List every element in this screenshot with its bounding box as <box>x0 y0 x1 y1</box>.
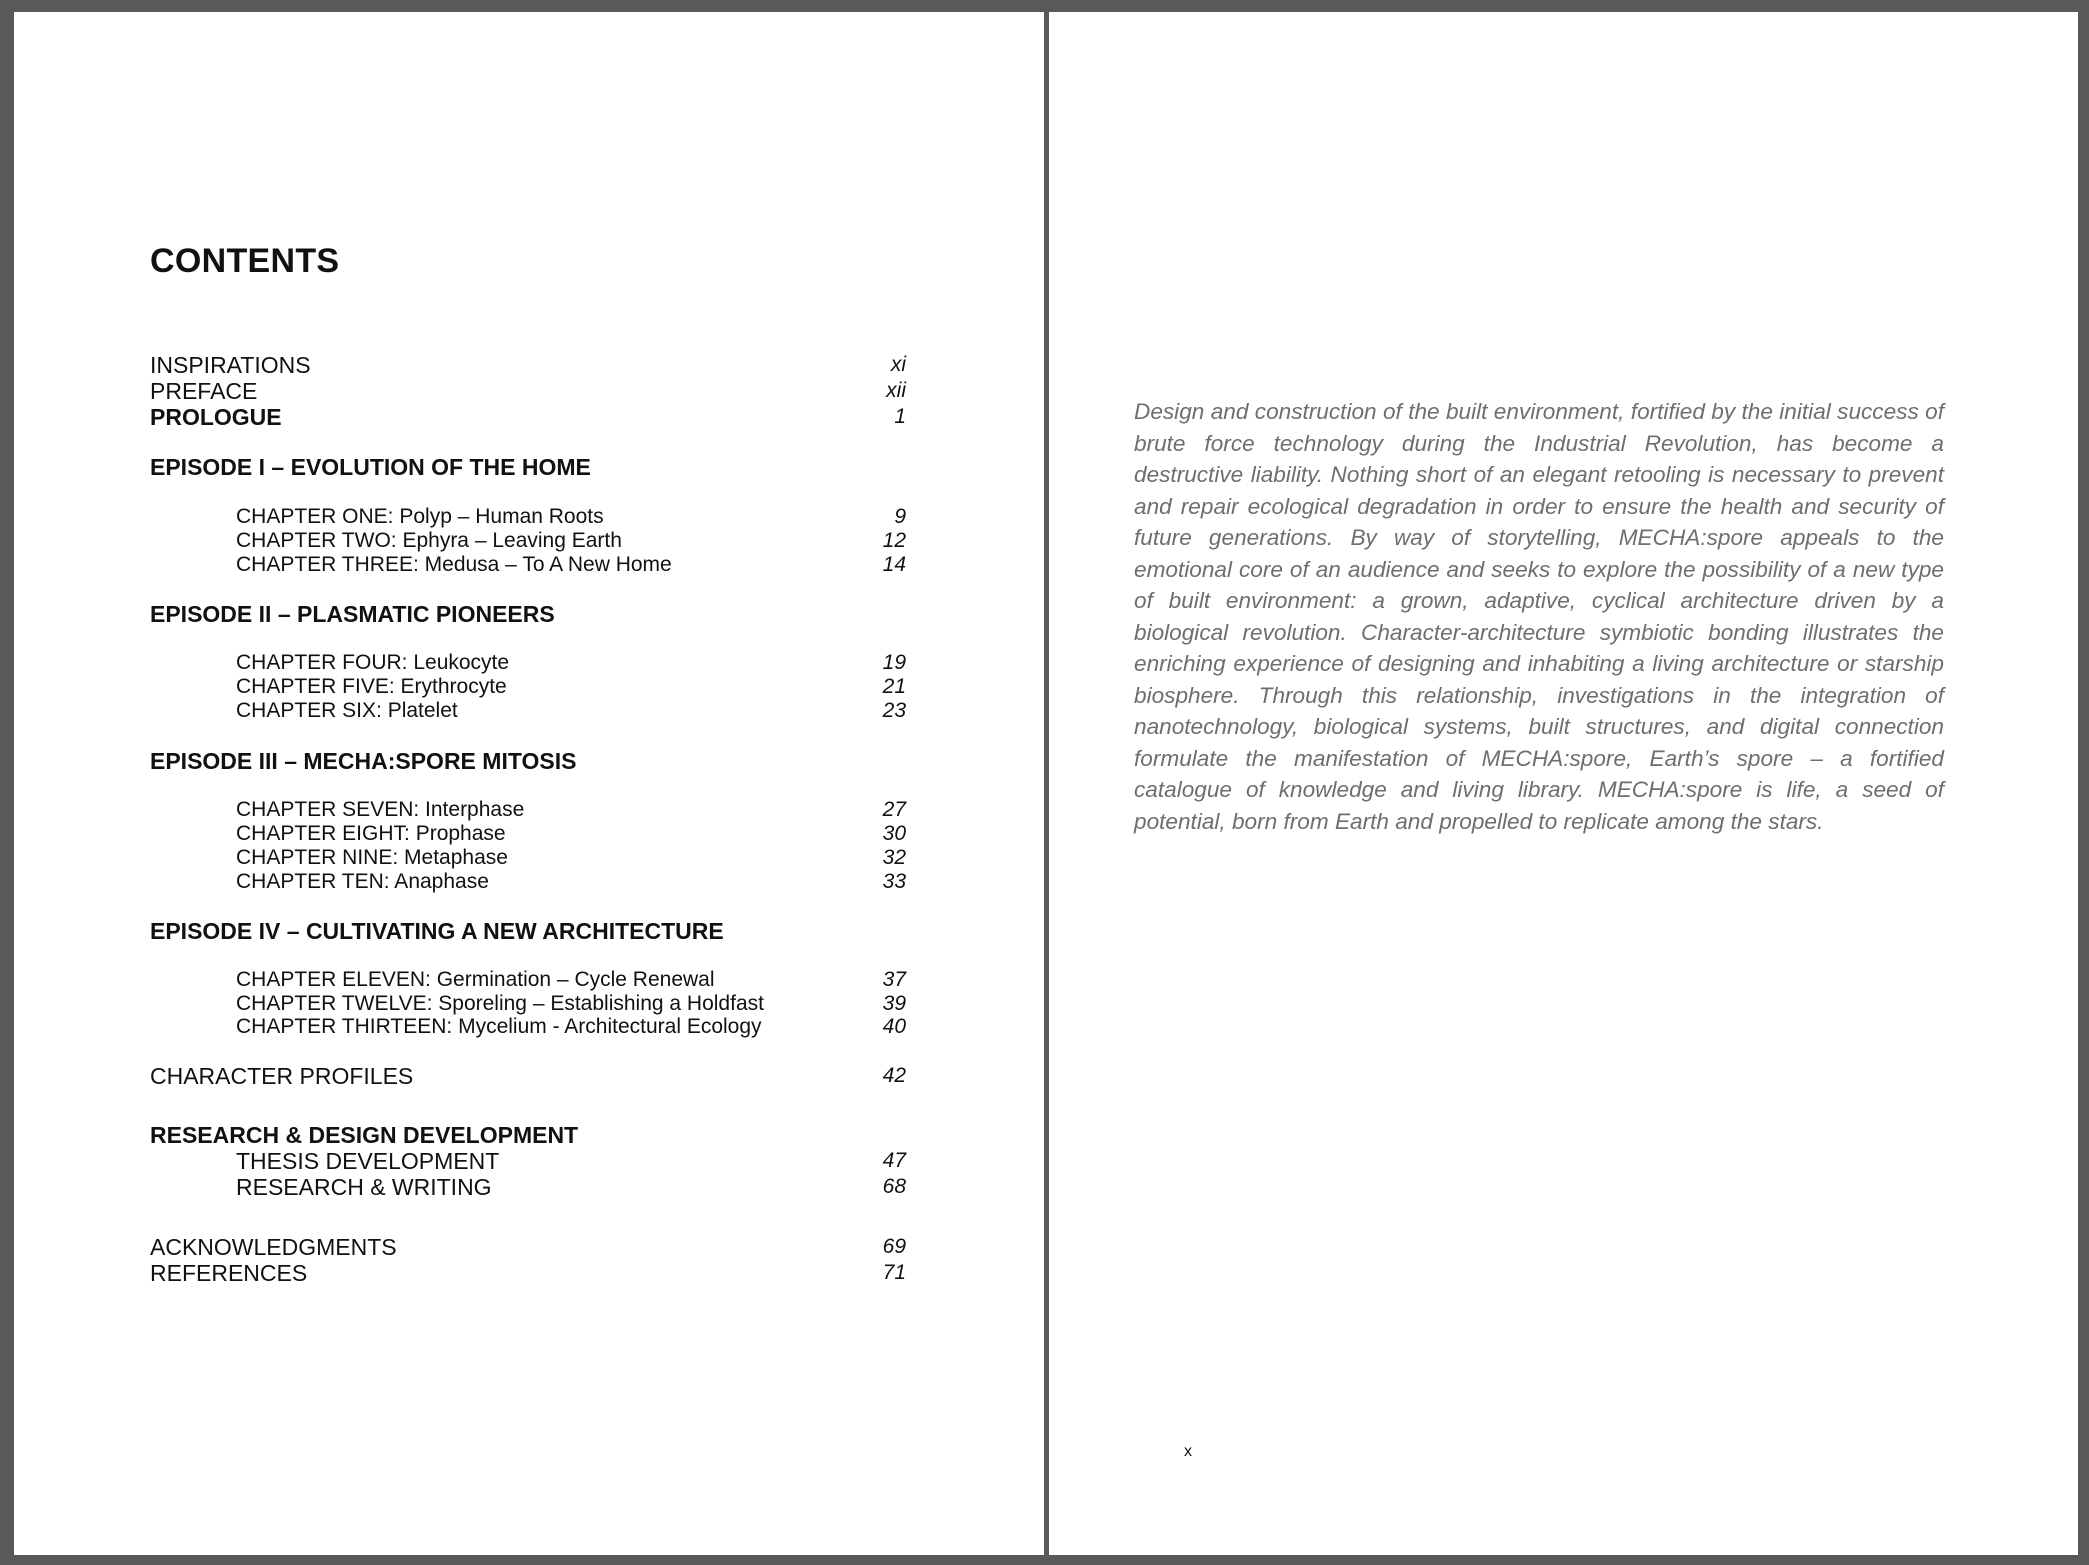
toc-episode-label: EPISODE III – MECHA:SPORE MITOSIS <box>150 748 577 774</box>
toc-entry-page: 27 <box>882 798 906 821</box>
toc-entry-label: PREFACE <box>150 378 258 404</box>
toc-chapter-label: CHAPTER TWELVE: Sporeling – Establishing a Holdfast <box>236 992 764 1015</box>
toc-chapter-label: CHAPTER ONE: Polyp – Human Roots <box>236 505 604 528</box>
toc-entry-label: PROLOGUE <box>150 404 282 430</box>
toc-episode-label: EPISODE I – EVOLUTION OF THE HOME <box>150 454 591 480</box>
toc-chapter-label: CHAPTER TWO: Ephyra – Leaving Earth <box>236 529 622 552</box>
toc-entry-label: CHARACTER PROFILES <box>150 1063 414 1089</box>
toc-episode-3 <box>150 748 906 774</box>
toc-entry-label: RESEARCH & WRITING <box>236 1174 492 1200</box>
toc-chapter-label: CHAPTER NINE: Metaphase <box>236 846 508 869</box>
toc-entry-page: 12 <box>882 529 906 552</box>
toc-entry-inspirations <box>150 352 906 378</box>
toc-entry-research-design <box>150 1122 906 1148</box>
toc-chapter-label: CHAPTER FIVE: Erythrocyte <box>236 675 507 698</box>
toc-entry-label: ACKNOWLEDGMENTS <box>150 1234 397 1260</box>
toc-chapter-label: CHAPTER ELEVEN: Germination – Cycle Renewal <box>236 968 715 991</box>
toc-entry-prologue <box>150 404 906 430</box>
toc-entry-references <box>150 1260 906 1286</box>
toc-chapter-1 <box>150 504 906 530</box>
toc-entry-page: xii <box>886 379 906 402</box>
toc-entry-page: 14 <box>882 553 906 576</box>
toc-chapter-10 <box>150 869 906 895</box>
toc-entry-character-profiles <box>150 1063 906 1089</box>
toc-entry-page: 69 <box>882 1235 906 1258</box>
toc-entry-page: 39 <box>882 992 906 1015</box>
toc-entry-page: 71 <box>882 1261 906 1284</box>
toc-chapter-label: CHAPTER THREE: Medusa – To A New Home <box>236 553 672 576</box>
toc-entry-label: THESIS DEVELOPMENT <box>236 1148 500 1174</box>
abstract-paragraph: Design and construction of the built environment, fortified by the initial success of brute force technology during the Industrial Revolution, has become a destructive liability. Nothing short of an elegant retooling is necessary to prevent and repair ecological degradation in order to ensure the health and security of future generations. By way of storytelling, MECHA:spore appeals to the emotional core of an audience and seeks to explore the possibility of a new type of built environment: a grown, adaptive, cyclical architecture driven by a biological revolution. Character-architecture symbiotic bonding illustrates the enriching experience of designing and inhabiting a living architecture or starship biosphere. Through this relationship, investigations in the integration of nanotechnology, biological systems, built structures, and digital connection formulate the manifestation of MECHA:spore, Earth’s spore – a fortified catalogue of knowledge and living library. MECHA:spore is life, a seed of potential, born from Earth and propelled to replicate among the stars. <box>1134 399 1944 834</box>
toc-episode-label: EPISODE IV – CULTIVATING A NEW ARCHITECTURE <box>150 918 724 944</box>
toc-entry-page: 33 <box>882 870 906 893</box>
left-page <box>14 12 1044 1555</box>
toc-chapter-2 <box>150 528 906 554</box>
toc-entry-page: 47 <box>882 1149 906 1172</box>
contents-heading: CONTENTS <box>150 242 340 280</box>
toc-chapter-label: CHAPTER FOUR: Leukocyte <box>236 651 510 674</box>
toc-entry-label: RESEARCH & DESIGN DEVELOPMENT <box>150 1122 579 1148</box>
toc-chapter-7 <box>150 797 906 823</box>
toc-entry-page: 42 <box>882 1064 906 1087</box>
toc-entry-page: 1 <box>894 405 906 428</box>
toc-episode-label: EPISODE II – PLASMATIC PIONEERS <box>150 601 555 627</box>
toc-entry-page: 68 <box>882 1175 906 1198</box>
toc-chapter-6 <box>150 698 906 724</box>
toc-episode-2 <box>150 601 906 627</box>
toc-chapter-label: CHAPTER THIRTEEN: Mycelium - Architectural Ecology <box>236 1015 762 1038</box>
toc-chapter-label: CHAPTER EIGHT: Prophase <box>236 822 506 845</box>
toc-chapter-4 <box>150 650 906 676</box>
toc-chapter-11 <box>150 967 906 993</box>
toc-chapter-label: CHAPTER TEN: Anaphase <box>236 870 489 893</box>
toc-entry-preface <box>150 378 906 404</box>
toc-entry-page: 23 <box>882 699 906 722</box>
toc-entry-research-writing <box>150 1174 906 1200</box>
toc-chapter-3 <box>150 552 906 578</box>
right-page <box>1049 12 2078 1555</box>
toc-entry-label: INSPIRATIONS <box>150 352 311 378</box>
toc-entry-thesis-development <box>150 1148 906 1174</box>
toc-chapter-label: CHAPTER SIX: Platelet <box>236 699 458 722</box>
toc-chapter-8 <box>150 821 906 847</box>
toc-entry-page: 40 <box>882 1015 906 1038</box>
toc-entry-page: 19 <box>882 651 906 674</box>
toc-entry-acknowledgments <box>150 1234 906 1260</box>
toc-entry-page: 30 <box>882 822 906 845</box>
toc-episode-1 <box>150 454 906 480</box>
page-number: x <box>1184 1443 1192 1460</box>
toc-entry-page: 21 <box>882 675 906 698</box>
toc-chapter-label: CHAPTER SEVEN: Interphase <box>236 798 525 821</box>
toc-chapter-9 <box>150 845 906 871</box>
toc-entry-page: 37 <box>882 968 906 991</box>
toc-episode-4 <box>150 918 906 944</box>
toc-chapter-5 <box>150 674 906 700</box>
toc-entry-page: 9 <box>894 505 906 528</box>
toc-entry-page: xi <box>890 353 906 376</box>
toc-chapter-13 <box>150 1014 906 1040</box>
toc-entry-page: 32 <box>882 846 906 869</box>
toc-entry-label: REFERENCES <box>150 1260 308 1286</box>
